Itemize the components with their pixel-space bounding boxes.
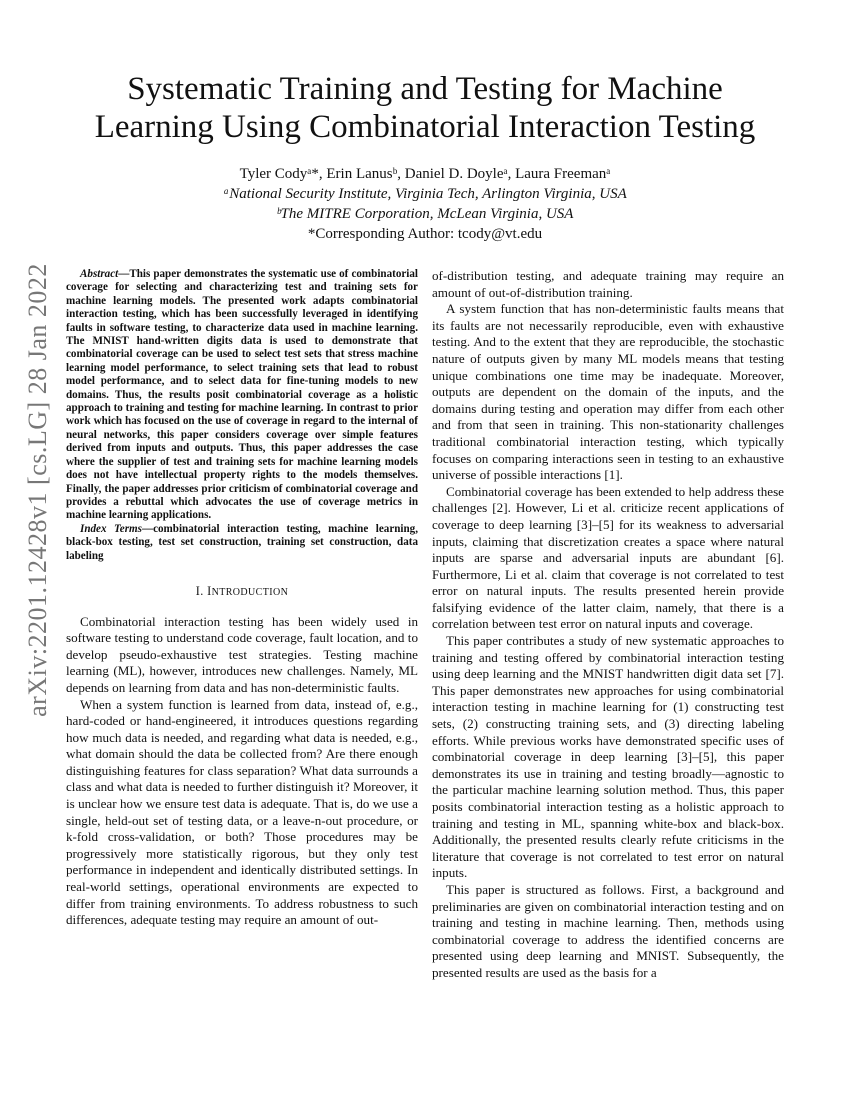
section-numeral: I. [195, 583, 208, 598]
right-column [432, 268, 784, 982]
right-paragraph-3: This paper contributes a study of new systematic approaches to training and testing offered by combinatorial interaction testing using deep learning and the MNIST handwritten digit data set [7]. This paper demonstrates new approaches for using combinatorial interaction testing in machine learning for (1) constructing test sets, (2) constructing training sets, and (3) directing labeling efforts. While previous works have demonstrated specific uses of combinatorial coverage in deep learning [3]–[5], this paper demonstrates its use in training and testing broadly—agnostic to the particular machine learning solution method. Thus, this paper posits combinatorial interaction testing as a holistic approach to training and testing in ML, spanning white-box and black-box. Additionally, the presented results clearly refute criticisms in the literature that coverage is not correlated to test error on natural inputs. [432, 633, 784, 881]
intro-paragraph-1: Combinatorial interaction testing has been widely used in software testing to understand code coverage, fault location, and to develop pseudo-exhaustive test strategies. Testing machine learning (ML), however, introduces new challenges. Namely, ML depends on learning from data and has non-deterministic faults. [66, 613, 418, 695]
abstract-text: —This paper demonstrates the systematic use of combinatorial coverage for selecting and characterizing test and training sets for machine learning models. The presented work adapts combinatorial interaction testing, which has been successfully leveraged in identifying faults in software testing, to characterize data used in machine learning. The MNIST hand-written digits data is used to demonstrate that combinatorial coverage can be used to select test sets that stress machine learning model performance, to select training sets that lead to robust model performance, and to select data for fine-tuning models to new domains. Thus, the results posit combinatorial coverage as a holistic approach to training and testing for machine learning. In contrast to prior work which has focused on the use of coverage in regard to the internal of neural networks, this paper considers coverage over simple features derived from inputs and outputs. Thus, this paper addresses the case where the supplier of test and training sets for machine learning models does not have intellectual property rights to the models themselves. Finally, the paper addresses prior criticism of combinatorial coverage and provides a rebuttal which advocates the use of coverage metrics in machine learning applications. [66, 268, 418, 522]
intro-paragraph-2: When a system function is learned from data, instead of, e.g., hard-coded or hand-engineered, it introduces questions regarding how much data is needed, and regarding what data is needed, e.g., what domain should the data be collected from? Are there enough distinguishing features for class separation? What data surrounds a class and what data is needed to further distinguish it? Moreover, it is unclear how we ensure test data is adequate. That is, do we use a single, held-out set of testing data, or a leave-n-out procedure, or k-fold cross-validation, or both? Those procedures may be progressively more statistically rigorous, but they only test performance in independent and identically distributed settings. In real-world settings, operational environments are expected to differ from training environments. To address robustness to such differences, adequate testing may require an amount of out- [66, 696, 418, 928]
section-first-letter: I [207, 583, 212, 598]
right-paragraph-1: A system function that has non-deterministic faults means that its faults are not necessarily reproducible, even with exhaustive testing. And to the extent that they are reproducible, the stochastic nature of outputs given by many ML models means that testing unique combinations one time may be inadequate. Moreover, outputs are dependent on the domain of the inputs, and the domains during testing and operation may differ from each other and from that seen in training. This non-stationarity challenges traditional combinatorial interaction testing, which typically focuses on comparing interactions seen in testing to an exhaustive universe of possible interactions [1]. [432, 301, 784, 483]
section-heading-introduction [66, 583, 418, 602]
index-terms-text: —combinatorial interaction testing, machine learning, black-box testing, test set construction, training set construction, data labeling [66, 522, 418, 562]
title-line-2: Learning Using Combinatorial Interaction Testing [94, 109, 756, 145]
title-line-1: Systematic Training and Testing for Machine [127, 71, 723, 107]
left-column [66, 268, 418, 929]
arxiv-stamp [8, 263, 68, 717]
continuation-paragraph: of-distribution testing, and adequate training may require an amount of out-of-distribution training. [432, 268, 784, 300]
index-terms-label: Index Terms [80, 522, 142, 535]
index-terms [66, 523, 418, 563]
affiliation-b: ᵇThe MITRE Corporation, McLean Virginia, USA [276, 206, 574, 222]
paper-title [70, 70, 780, 146]
author-block [70, 164, 780, 244]
arxiv-stamp-text: arXiv:2201.12428v1 [cs.LG] 28 Jan 2022 [23, 263, 52, 717]
section-rest: NTRODUCTION [211, 586, 289, 598]
right-paragraph-2: Combinatorial coverage has been extended to help address these challenges [2]. However, Li et al. criticize recent applications of coverage to deep learning [3]–[5] for its weakness to adversarial inputs, claiming that discretization creates a space where natural inputs are sparse and adversarial inputs are abundant [6]. Furthermore, Li et al. claim that coverage is not correlated to test error on natural inputs. The results presented herein provide falsifying evidence of the latter claim, namely, that there is a correlation between test error on natural inputs and coverage. [432, 483, 784, 632]
author-names: Tyler Codyᵃ*, Erin Lanusᵇ, Daniel D. Doyleᵃ, Laura Freemanᵃ [239, 166, 611, 182]
abstract [66, 268, 418, 523]
affiliation-a: ᵃNational Security Institute, Virginia Tech, Arlington Virginia, USA [223, 186, 627, 202]
right-paragraph-4: This paper is structured as follows. First, a background and preliminaries are given on combinatorial interaction testing and on training and testing in machine learning. Then, methods using combinatorial coverage to address the identified concerns are presented using deep learning and MNIST. Subsequently, the presented results are used as the basis for a [432, 881, 784, 980]
corresponding-author: *Corresponding Author: tcody@vt.edu [307, 226, 543, 242]
abstract-label: Abstract [80, 268, 119, 280]
